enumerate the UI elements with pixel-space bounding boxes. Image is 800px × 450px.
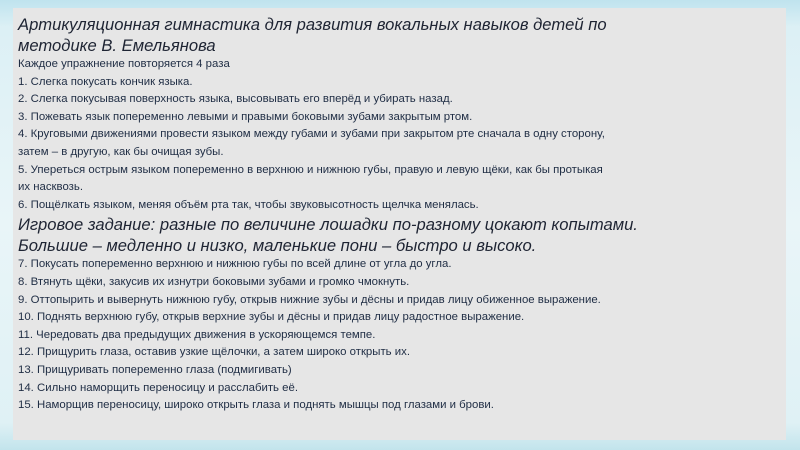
list-item: 5. Упереться острым языком попеременно в верхнюю и нижнюю губы, правую и левую щёки, как бы протыкая [18, 163, 603, 176]
list-item: 7. Покусать попеременно верхнюю и нижнюю губы по всей длине от угла до угла. [18, 258, 452, 271]
list-item: затем – в другую, как бы очищая зубы. [18, 145, 224, 158]
list-item: 1. Слегка покусать кончик языка. [18, 75, 193, 88]
list-item: 12. Прищурить глаза, оставив узкие щёлочки, а затем широко открыть их. [18, 346, 410, 359]
list-item: 14. Сильно наморщить переносицу и расслабить её. [18, 381, 298, 394]
title-line-2: методике В. Емельянова [18, 36, 216, 55]
list-item: 15. Наморщив переносицу, широко открыть глаза и поднять мышцы под глазами и брови. [18, 399, 494, 412]
list-item: 8. Втянуть щёки, закусив их изнутри боковыми зубами и громко чмокнуть. [18, 275, 410, 288]
list-item: 6. Пощёлкать языком, меняя объём рта так, чтобы звуковысотность щелчка менялась. [18, 198, 479, 211]
slide-content [18, 14, 786, 415]
list-item: 3. Пожевать язык попеременно левыми и правыми боковыми зубами закрытым ртом. [18, 110, 473, 123]
game-task-line-1: Игровое задание: разные по величине лошадки по-разному цокают копытами. [18, 215, 638, 235]
list-item: 9. Оттопырить и вывернуть нижнюю губу, открыв нижние зубы и дёсны и придав лицу обиженное выражение. [18, 293, 601, 306]
list-item: 13. Прищуривать попеременно глаза (подмигивать) [18, 363, 292, 376]
list-item: 4. Круговыми движениями провести языком между губами и зубами при закрытом рте сначала в одну сторону, [18, 128, 605, 141]
list-item: 11. Чередовать два предыдущих движения в ускоряющемся темпе. [18, 328, 376, 341]
list-item: их насквозь. [18, 181, 83, 194]
list-item: 10. Поднять верхнюю губу, открыв верхние зубы и дёсны и придав лицу радостное выражение. [18, 311, 525, 324]
intro-text: Каждое упражнение повторяется 4 раза [18, 58, 230, 70]
slide-title [18, 14, 786, 56]
list-item: 2. Слегка покусывая поверхность языка, высовывать его вперёд и убирать назад. [18, 93, 453, 106]
game-task [18, 214, 786, 256]
game-task-line-2: Большие – медленно и низко, маленькие пони – быстро и высоко. [18, 236, 537, 256]
title-line-1: Артикуляционная гимнастика для развития вокальных навыков детей по [18, 15, 607, 34]
